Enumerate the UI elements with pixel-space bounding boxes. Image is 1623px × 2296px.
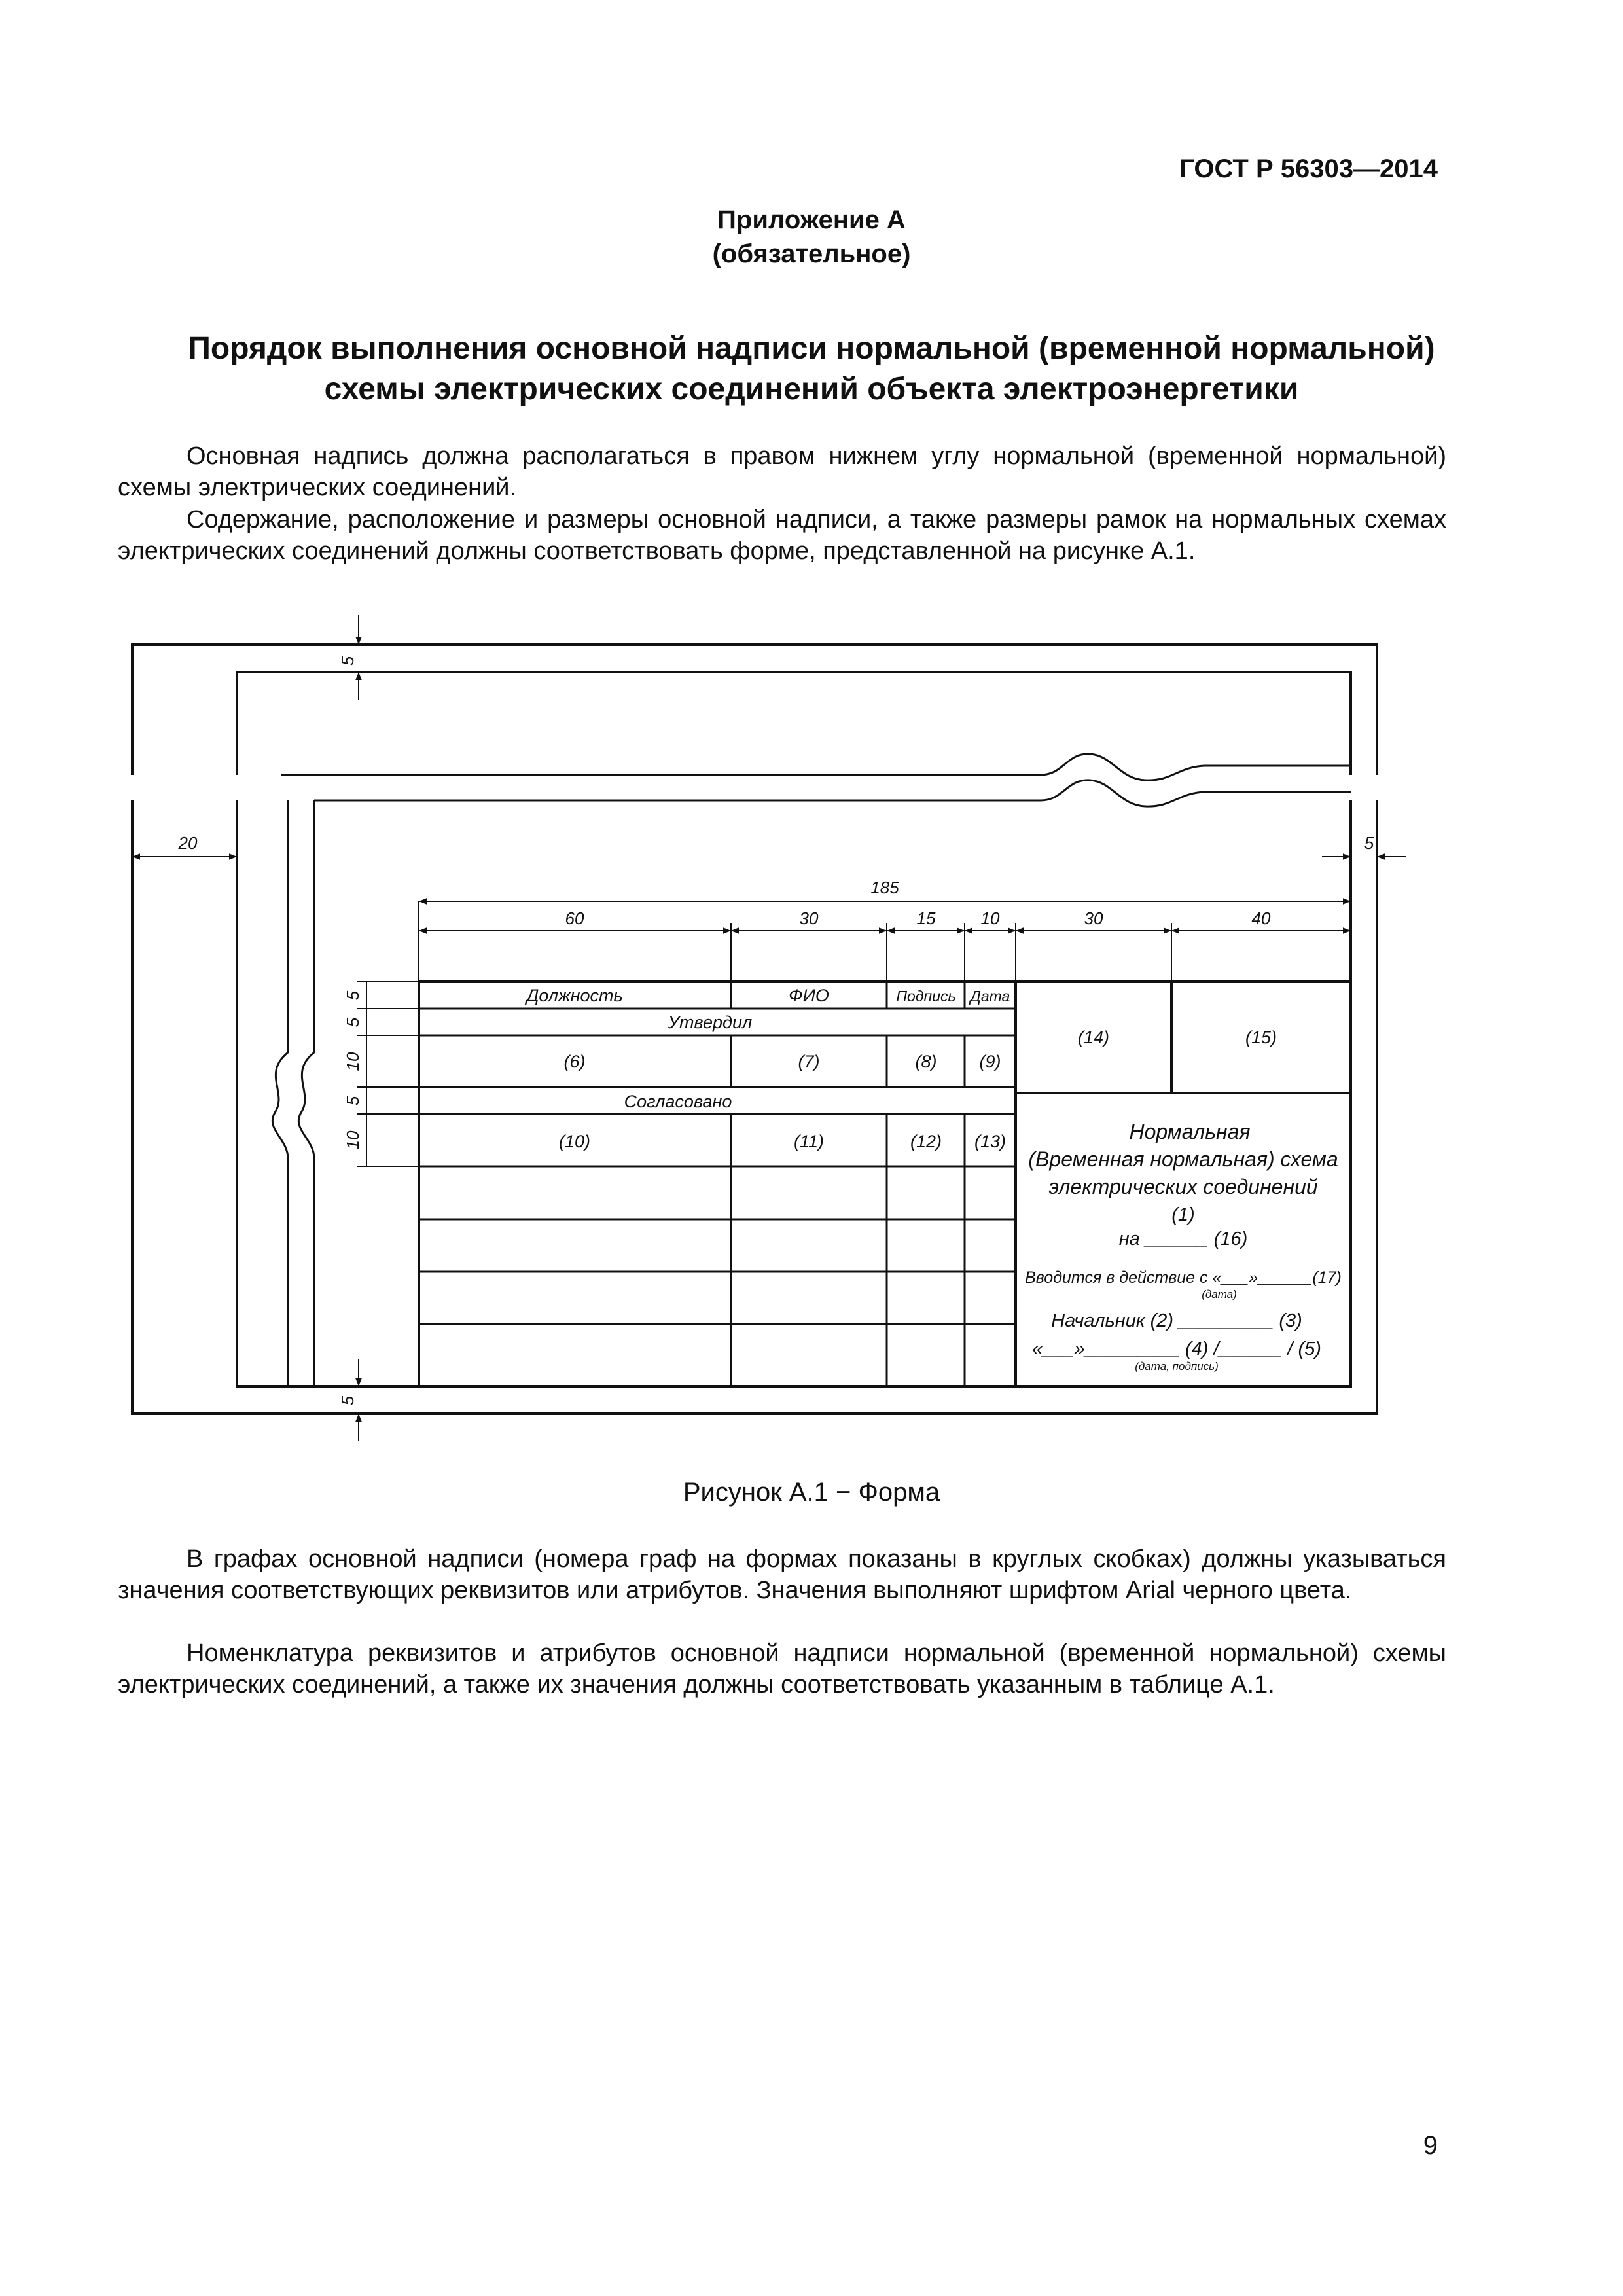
paragraph-4: Номенклатура реквизитов и атрибутов основной надписи нормальной (временной нормальной) схемы электрических соединений, а также их значения должны соответствовать указанным в таблице А.1.: [118, 1640, 1446, 1698]
cell-10: (10): [558, 1132, 591, 1151]
tb-line-6-note: (дата): [1202, 1288, 1237, 1300]
dim-col-5: 30: [1084, 908, 1103, 928]
dim-left-margin: 20: [178, 833, 198, 853]
title-block-main: [1025, 1120, 1342, 1372]
outer-boundary-top: [132, 645, 1377, 775]
cell-12: (12): [910, 1132, 942, 1151]
dim-row-3: 10: [343, 1052, 363, 1071]
binding-strip-break: [272, 800, 288, 1386]
header-date: Дата: [970, 988, 1010, 1005]
dim-row-1: 5: [343, 990, 363, 1001]
row-agreed: Согласовано: [624, 1092, 732, 1111]
section-heading: [98, 329, 1525, 410]
paragraph-3: В графах основной надписи (номера граф на формах показаны в круглых скобках) должны указываться значения соответствующих реквизитов или атрибутов. Значения выполняют шрифтом Arial черного цвета.: [118, 1545, 1446, 1604]
paragraph-2: Содержание, расположение и размеры основной надписи, а также размеры рамок на нормальных схемах электрических соединений должны соответствовать форме, представленной на рисунке А.1.: [118, 506, 1446, 565]
dim-total-width: 185: [870, 878, 899, 897]
dimension-labels: [178, 656, 1374, 1405]
dim-col-4: 10: [980, 908, 1000, 928]
page-number: 9: [1423, 2131, 1438, 2160]
row-approved: Утвердил: [668, 1013, 753, 1032]
tb-line-8-note: (дата, подпись): [1135, 1360, 1219, 1372]
dim-row-5: 10: [343, 1130, 363, 1150]
cell-9: (9): [979, 1052, 1001, 1071]
dim-right-margin: 5: [1364, 833, 1374, 853]
cell-15: (15): [1245, 1028, 1277, 1047]
appendix-title: Приложение А: [717, 206, 906, 234]
figure-a1-form: [0, 615, 1623, 1466]
paragraph-1: Основная надпись должна располагаться в правом нижнем углу нормальной (временной нормальной) схемы электрических соединений.: [118, 442, 1446, 501]
dim-col-2: 30: [799, 908, 819, 928]
dim-bottom-margin: 5: [338, 1395, 357, 1406]
header-position: Должность: [526, 986, 623, 1005]
figure-caption: Рисунок А.1 − Форма: [683, 1478, 940, 1507]
break-line-upper: [281, 754, 1351, 780]
tb-line-8: «___»_________ (4) /______ / (5): [1032, 1338, 1321, 1359]
tb-line-2: (Временная нормальная) схема: [1028, 1147, 1338, 1171]
dim-col-6: 40: [1251, 908, 1271, 928]
sheet-frame: [132, 645, 1377, 1414]
document-standard-number: ГОСТ Р 56303—2014: [1179, 154, 1438, 183]
break-line-lower: [314, 780, 1351, 806]
cell-8: (8): [915, 1052, 937, 1071]
tb-line-5: на ______ (16): [1118, 1229, 1248, 1249]
section-heading-line1: Порядок выполнения основной надписи нормальной (временной нормальной): [188, 331, 1435, 366]
cell-14: (14): [1077, 1028, 1110, 1047]
appendix-status: (обязательное): [712, 240, 911, 268]
cell-7: (7): [798, 1052, 820, 1071]
binding-strip-break-2: [298, 800, 314, 1386]
dim-row-2: 5: [343, 1017, 363, 1028]
cell-6: (6): [563, 1052, 586, 1071]
dim-col-1: 60: [565, 908, 584, 928]
dim-top-margin: 5: [338, 656, 357, 666]
tb-line-1: Нормальная: [1129, 1120, 1251, 1143]
inner-frame-top: [237, 672, 1351, 775]
header-name: ФИО: [789, 986, 829, 1005]
header-signature: Подпись: [896, 988, 956, 1005]
tb-line-4: (1): [1171, 1204, 1195, 1225]
cell-11: (11): [793, 1132, 825, 1151]
tb-line-3: электрических соединений: [1048, 1175, 1318, 1198]
dim-col-3: 15: [916, 908, 936, 928]
tb-line-7: Начальник (2) _________ (3): [1051, 1310, 1302, 1331]
section-heading-line2: схемы электрических соединений объекта электроэнергетики: [324, 372, 1299, 406]
tb-line-6: Вводится в действие с «___»______(17): [1025, 1268, 1342, 1287]
dim-row-4: 5: [343, 1096, 363, 1106]
cell-13: (13): [974, 1132, 1007, 1151]
